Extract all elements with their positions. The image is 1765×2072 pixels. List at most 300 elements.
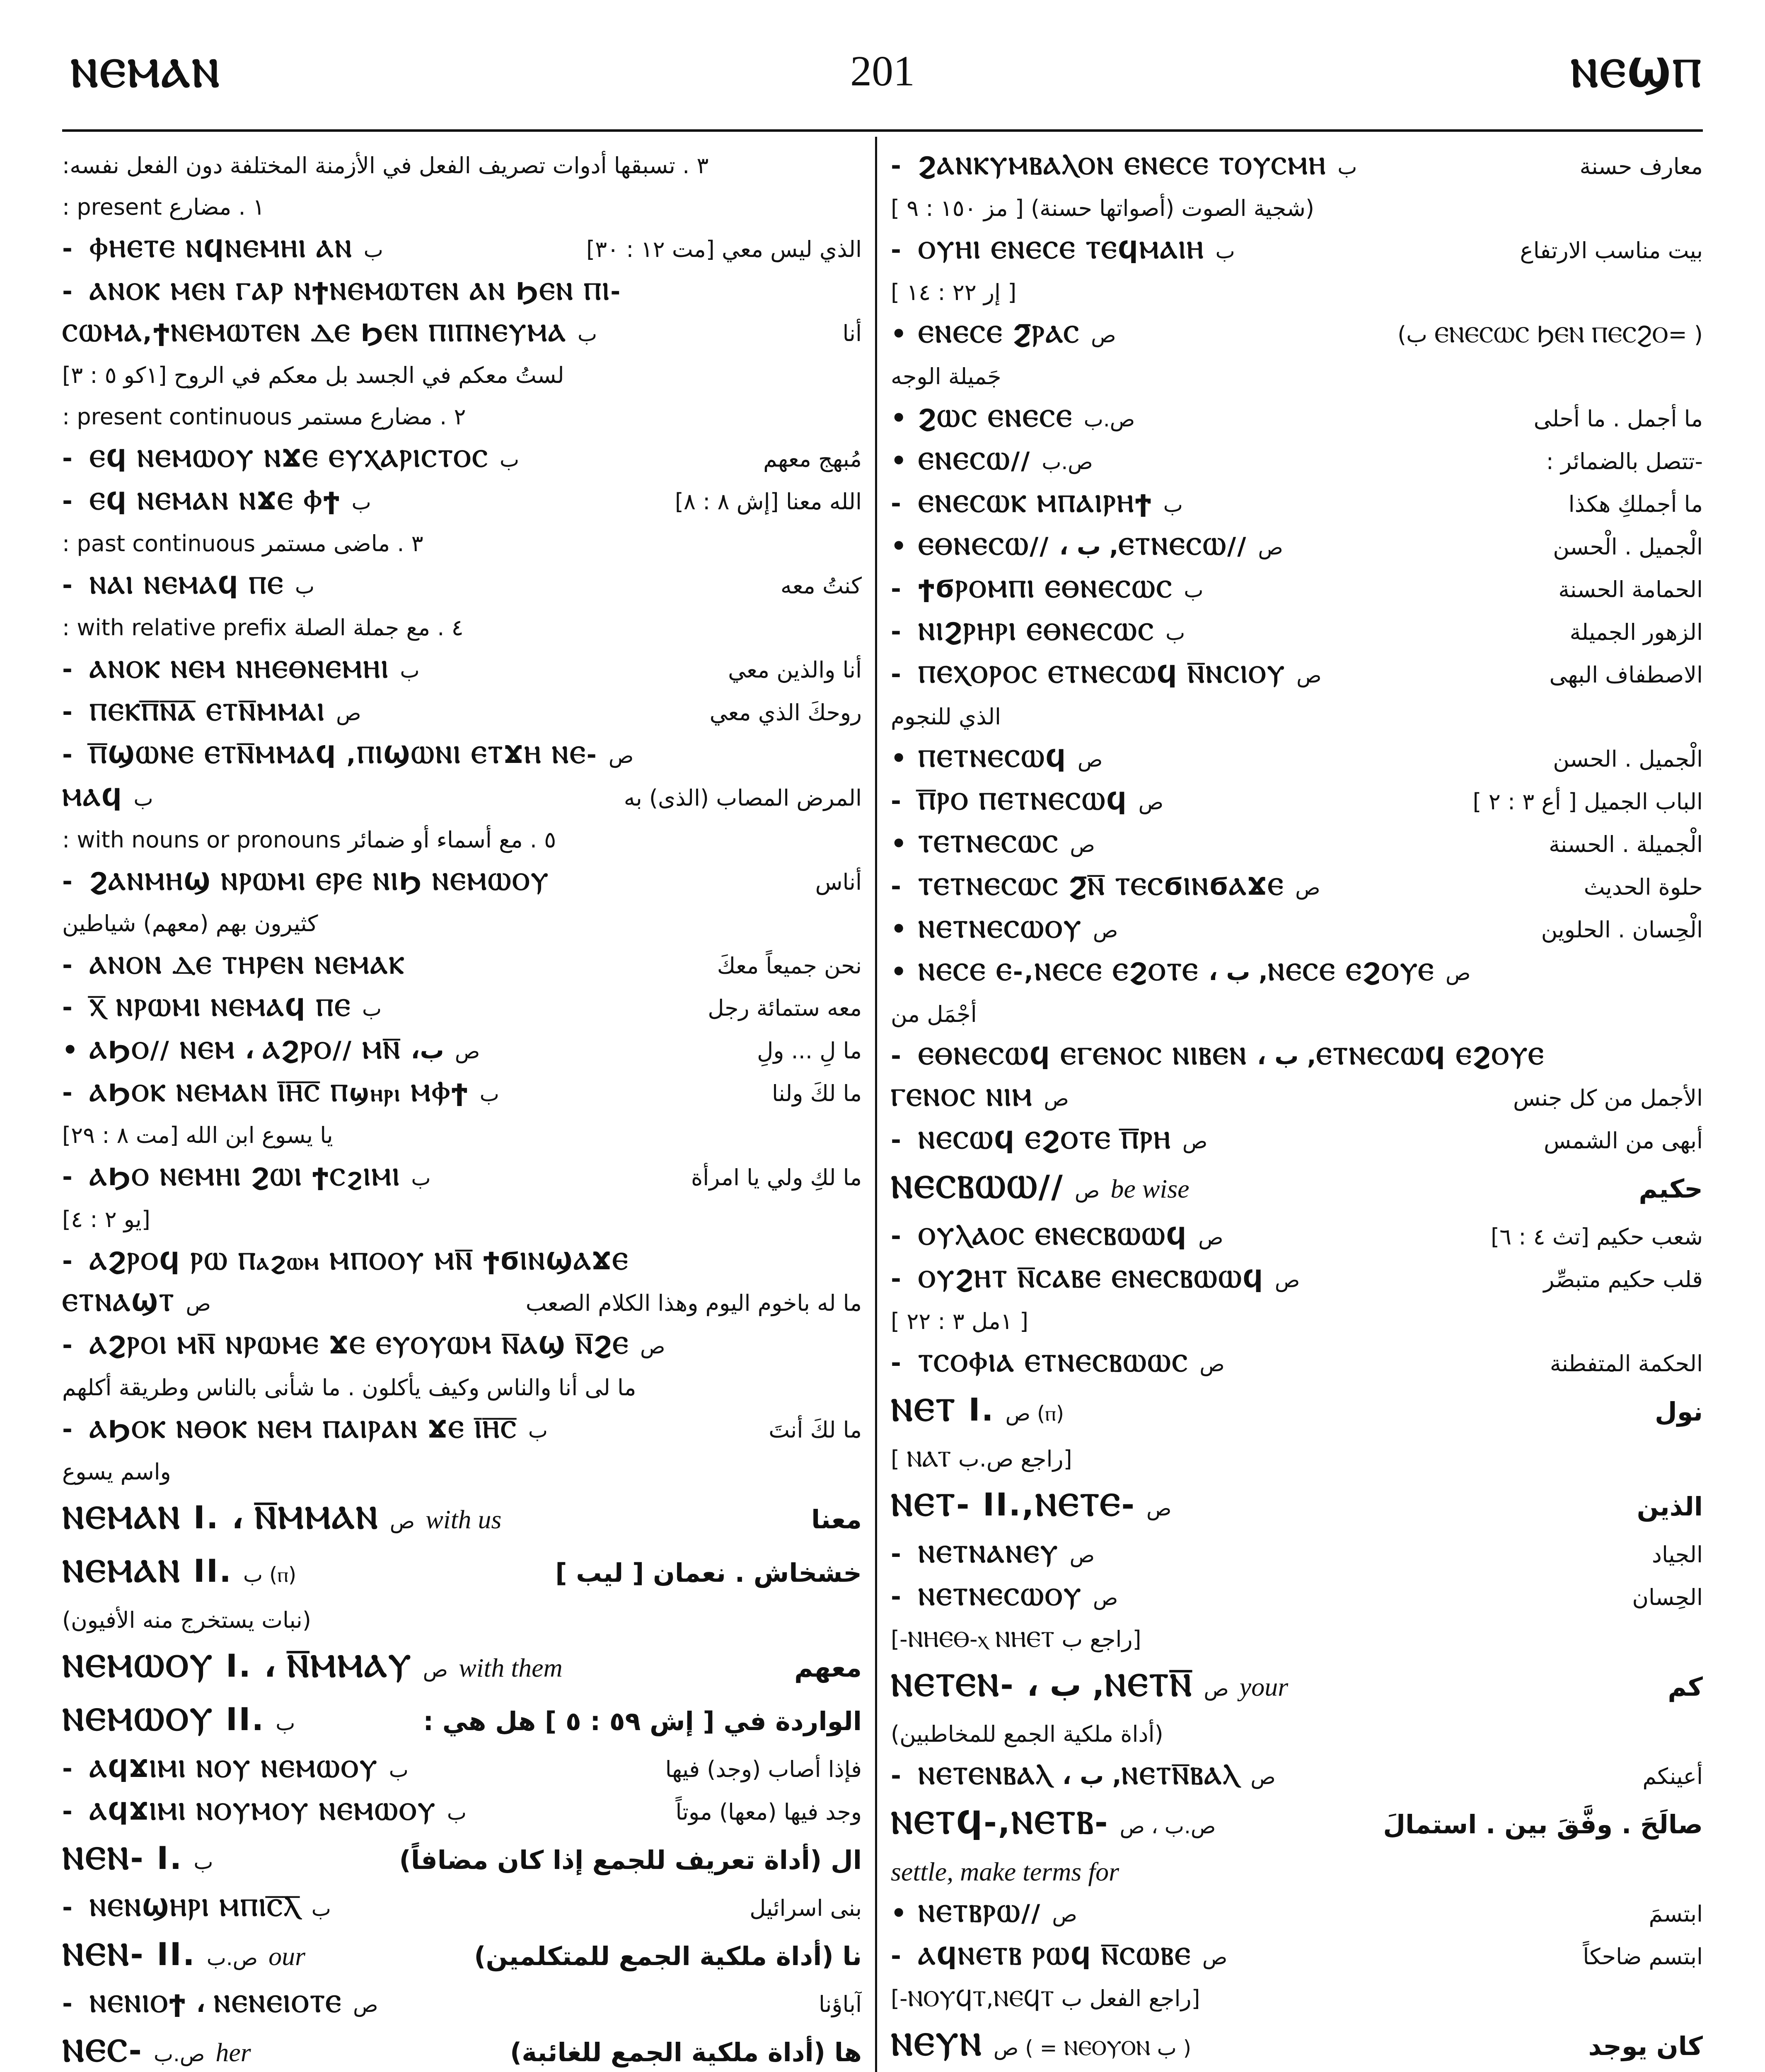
source-marker: ب — [351, 490, 371, 514]
dictionary-headword-line — [891, 1480, 1703, 1533]
arabic-gloss: -تتصل بالضمائر : — [1546, 448, 1703, 474]
dictionary-entry-line — [891, 1035, 1703, 1077]
coptic-text: Ⲡ̅ⲢⲞ ⲠⲈⲦⲚⲈⲤⲰϤ — [918, 787, 1128, 815]
coptic-text: ⲈⲐⲚⲈⲤⲰ// ، ب ,ⲈⲦⲚⲈⲤⲰ// — [918, 532, 1248, 560]
dictionary-entry-line — [891, 568, 1703, 611]
arabic-gloss: حكيم — [1639, 1174, 1703, 1204]
entry-marker: - — [62, 1989, 73, 2018]
arabic-gloss: ما لِ ... ولِ — [757, 1038, 862, 1064]
entry-left-group — [891, 951, 1470, 994]
entry-marker: • — [891, 446, 907, 475]
coptic-text: ⲈⲚⲈⲤⲰ// — [918, 447, 1031, 475]
coptic-text: ⲀϦⲞ ⲚⲈⲘⲎⲒ ϨⲰⲒ ϮⲤϩⲒⲘⲒ — [89, 1163, 401, 1191]
entry-left-group — [62, 228, 383, 271]
dictionary-entry-line — [891, 356, 1703, 397]
dictionary-entry-line — [62, 1199, 862, 1240]
source-marker: ب — [295, 574, 315, 598]
source-marker: ص — [1138, 790, 1164, 814]
arabic-gloss: ( =ⲈⲚⲈⲤⲰⲤ ϦⲈⲚ ⲠⲈⲤϨⲞ ب) — [1397, 322, 1703, 348]
source-marker: ب (ⲡ) — [243, 1563, 297, 1587]
source-marker: ص — [186, 1292, 211, 1316]
coptic-text: ϮϬⲢⲞⲘⲠⲒ ⲈⲐⲚⲈⲤⲰⲤ — [918, 575, 1173, 603]
source-marker: ص — [1296, 663, 1322, 687]
entry-marker: - — [891, 1582, 901, 1611]
source-marker: ص — [1077, 748, 1103, 772]
source-marker: ص — [1446, 961, 1471, 985]
page-number: 201 — [850, 47, 915, 95]
entry-left-group — [62, 1493, 501, 1546]
dictionary-entry-line — [891, 1215, 1703, 1258]
coptic-text: ⲚⲈⲚ- II. — [62, 1936, 196, 1973]
coptic-text: ⲚⲈⲘⲰⲞⲨ II. — [62, 1701, 265, 1738]
arabic-gloss: [راجع الفعل ب ⲚⲞⲨϤⲦ,ⲚⲈϤⲦ-] — [891, 1985, 1200, 2011]
entry-marker: • — [891, 404, 907, 433]
entry-marker: - — [62, 951, 73, 980]
entry-left-group — [62, 1929, 305, 1983]
entry-left-group — [62, 1546, 296, 1600]
entry-marker: - — [62, 697, 73, 726]
coptic-text: ⲈϤ ⲚⲈⲘⲀⲚ ⲚϪⲈ ⲪϮ — [89, 487, 341, 515]
dictionary-entry-line — [891, 1533, 1703, 1576]
coptic-text: ⲀϤⲚⲈⲦⲂ ⲢⲰϤ Ⲛ̅ⲤⲰⲂⲈ — [918, 1942, 1192, 1970]
arabic-gloss: شعب حكيم [تث ٤ : ٦] — [1490, 1224, 1703, 1250]
entry-marker: • — [891, 532, 907, 561]
dictionary-entry-line — [891, 1438, 1703, 1480]
entry-left-group — [891, 440, 1093, 483]
dictionary-entry-line — [891, 654, 1703, 696]
dictionary-entry-line — [62, 987, 862, 1029]
arabic-gloss: [راجع ب ⲚⲎⲈⲐ-ⲭ ⲚⲎⲈⲦ-] — [891, 1626, 1141, 1652]
arabic-gloss: نا (أداة ملكية الجمع للمتكلمين) — [474, 1941, 862, 1971]
entry-left-group — [62, 1791, 467, 1833]
dictionary-entry-line — [891, 440, 1703, 483]
entry-left-group — [891, 780, 1163, 823]
arabic-gloss: ما له باخوم اليوم وهذا الكلام الصعب — [525, 1290, 862, 1316]
entry-left-group — [891, 1660, 1288, 1714]
coptic-text: ⲚⲈⲦⲚⲈⲤⲰⲞⲨ — [918, 1583, 1082, 1611]
source-marker: ب — [1215, 239, 1235, 263]
coptic-text: ⲚⲈⲤ- — [62, 2032, 143, 2069]
dictionary-entry-line — [62, 691, 862, 734]
arabic-gloss: ٤ . مع جملة الصلة with relative prefix : — [62, 615, 464, 641]
source-marker: ص — [1069, 1543, 1095, 1567]
dictionary-entry-line — [891, 1893, 1703, 1935]
arabic-gloss: الباب الجميل [ أع ٣ : ٢ ] — [1472, 789, 1703, 815]
arabic-gloss: معارف حسنة — [1579, 153, 1703, 179]
coptic-text: ⲚⲈⲦⲂⲢⲰ// — [918, 1899, 1042, 1927]
entry-left-group — [891, 1576, 1118, 1619]
source-marker: ص — [1250, 1765, 1276, 1789]
source-marker: ب — [193, 1850, 213, 1874]
entry-marker: • — [891, 829, 907, 858]
source-marker: ب — [500, 448, 520, 472]
entry-marker: - — [62, 740, 73, 769]
entry-left-group — [891, 229, 1235, 272]
source-marker: ص — [423, 1658, 448, 1682]
arabic-gloss: (أداة ملكية الجمع للمخاطبين) — [891, 1721, 1163, 1747]
coptic-text: ⲠⲈⲔⲠ̅Ⲛ̅Ⲁ̅ ⲈⲦⲚ̅ⲘⲘⲀⲒ — [89, 698, 326, 726]
entry-marker: - — [891, 1126, 901, 1155]
source-marker: ب — [363, 238, 383, 262]
arabic-gloss: كم — [1668, 1672, 1703, 1702]
entry-left-group — [891, 654, 1322, 696]
coptic-text: ⲚⲈⲦⲚⲈⲤⲰⲞⲨ — [918, 915, 1082, 943]
source-marker: ص — [1074, 1179, 1100, 1203]
source-marker: ب — [528, 1418, 548, 1443]
source-marker: ص ( = ⲚⲈⲞⲨⲞⲚ ب ) — [993, 2036, 1192, 2060]
entry-left-group — [62, 1072, 499, 1115]
entry-marker: - — [891, 787, 901, 816]
entry-left-group — [62, 987, 382, 1029]
entry-left-group — [62, 734, 633, 777]
arabic-gloss: الْحِسان . الحلوين — [1541, 917, 1703, 943]
arabic-gloss: كثيرون بهم (معهم) شياطين — [62, 910, 318, 937]
entry-left-group — [62, 691, 361, 734]
arabic-gloss: بيت مناسب الارتفاع — [1520, 237, 1703, 264]
entry-marker: - — [891, 872, 901, 901]
dictionary-headword-line — [62, 1929, 862, 1983]
dictionary-entry-line — [891, 313, 1703, 356]
dictionary-headword-line — [62, 1694, 862, 1748]
arabic-gloss: معه ستمائة رجل — [708, 995, 862, 1021]
arabic-gloss: الواردة في [ إش ٥٩ : ٥ ] هل هي : — [423, 1706, 862, 1736]
arabic-gloss: ما لكَ أنتَ — [769, 1417, 862, 1443]
english-gloss: settle, make terms for — [891, 1857, 1119, 1886]
entry-left-group — [891, 145, 1357, 188]
entry-left-group — [62, 1641, 563, 1694]
entry-marker: - — [62, 1078, 73, 1107]
source-marker: ص — [353, 1993, 378, 2017]
arabic-gloss: الذين — [1637, 1491, 1703, 1522]
arabic-gloss: أنا والذين معي — [728, 657, 862, 683]
entry-left-group — [891, 1258, 1300, 1301]
entry-marker: - — [62, 1331, 73, 1360]
dictionary-entry-line — [62, 1282, 862, 1324]
coptic-text: ⲚⲈⲚⲒⲞϮ ، ⲚⲈⲚⲈⲒⲞⲦⲈ — [89, 1990, 343, 2018]
entry-left-group — [891, 1035, 1545, 1077]
dictionary-entry-line — [62, 564, 862, 607]
arabic-gloss: [يو ٢ : ٤] — [62, 1206, 150, 1232]
entry-left-group — [62, 861, 549, 902]
coptic-text: ⲞⲨϨⲎⲦ Ⲛ̅ⲤⲀⲂⲈ ⲈⲚⲈⲤⲂⲰⲰϤ — [918, 1265, 1264, 1293]
dictionary-entry-line — [62, 186, 862, 228]
arabic-gloss: نحن جميعاً معكَ — [717, 953, 862, 979]
arabic-gloss: أعينكم — [1642, 1763, 1703, 1789]
coptic-text: ⲚⲈⲚϢⲎⲢⲒ ⲘⲠⲒⲤ̅Ⲗ̅ — [89, 1893, 301, 1922]
entry-left-group — [891, 2019, 1191, 2072]
arabic-gloss: صالَحَ . وفَّقَ بين . استمالَ — [1383, 1809, 1703, 1840]
dictionary-entry-line — [62, 1600, 862, 1641]
entry-left-group — [891, 1342, 1225, 1385]
english-gloss: our — [268, 1941, 306, 1971]
dictionary-entry-line — [891, 951, 1703, 994]
arabic-gloss: الحمامة الحسنة — [1558, 576, 1703, 603]
coptic-text: ⲈⲐⲚⲈⲤⲰϤ ⲈⲄⲈⲚⲞⲤ ⲚⲒⲂⲈⲚ ، ب ,ⲈⲦⲚⲈⲤⲰϤ ⲈϨⲞⲨⲈ — [918, 1042, 1545, 1070]
source-marker: ب — [276, 1711, 295, 1735]
dictionary-entry-line — [891, 272, 1703, 313]
coptic-text: ⲄⲈⲚⲞⲤ ⲚⲒⲘ — [891, 1083, 1033, 1111]
entry-marker: • — [62, 1036, 78, 1065]
dictionary-headword-line — [891, 1798, 1703, 1851]
coptic-text: ⲚⲈⲦⲈⲚ- ، ب ,ⲚⲈⲦⲚ̅ — [891, 1666, 1193, 1703]
entry-left-group — [62, 1282, 211, 1324]
coptic-text: ϨⲀⲚⲔⲨⲘⲂⲀⲖⲞⲚ ⲈⲚⲈⲤⲈ ⲦⲞⲨⲤⲘⲎ — [918, 152, 1327, 180]
dictionary-headword-line — [891, 1385, 1703, 1438]
source-marker: ص.ب — [153, 2042, 205, 2066]
source-marker: ص — [389, 1509, 415, 1533]
coptic-text: ϨⲰⲤ ⲈⲚⲈⲤⲈ — [918, 404, 1073, 432]
coptic-text: ⲈⲚⲈⲤⲈ Ϩ̅ⲢⲀⲤ — [918, 320, 1081, 348]
arabic-gloss: (نبات يستخرج منه الأفيون) — [62, 1607, 311, 1633]
arabic-gloss: كنتُ معه — [780, 573, 862, 599]
coptic-text: ⲀϨⲢⲞⲒ ⲘⲚ̅ ⲚⲢⲰⲘⲈ ϪⲈ ⲈⲨⲞⲨⲰⲘ Ⲛ̅ⲀϢ Ⲛ̅ϨⲈ — [89, 1331, 630, 1359]
entry-marker: • — [891, 744, 907, 773]
arabic-gloss: [راجع ص.ب ⲚⲀⲦ ] — [891, 1446, 1072, 1472]
arabic-gloss: ما أجملكِ هكذا — [1568, 491, 1703, 517]
dictionary-entry-line — [62, 145, 862, 186]
arabic-gloss: فإذا أصاب (وجد) فيها — [665, 1756, 862, 1782]
coptic-text: ⲚⲈⲦ- II.,ⲚⲈⲦⲈ- — [891, 1486, 1136, 1523]
entry-left-group — [891, 397, 1135, 440]
arabic-gloss: لستُ معكم في الجسد بل معكم في الروح [١كو ٥ : ٣] — [62, 362, 564, 388]
entry-marker: - — [891, 1539, 901, 1569]
entry-left-group — [891, 1798, 1216, 1851]
coptic-text: ⲈⲚⲈⲤⲰⲔ ⲘⲠⲀⲒⲢⲎϮ — [918, 489, 1153, 518]
entry-left-group — [62, 944, 405, 986]
arabic-gloss: معنا — [811, 1504, 862, 1535]
arabic-gloss: [ ١مل ٣ : ٢٢ ] — [891, 1308, 1029, 1334]
source-marker: ص — [640, 1334, 665, 1358]
arabic-gloss: المرض المصاب (الذى) به — [624, 785, 862, 811]
arabic-gloss: ابتسم ضاحكاً — [1583, 1944, 1703, 1970]
source-marker: ص — [1146, 1496, 1172, 1520]
entry-left-group — [62, 649, 420, 691]
entry-left-group — [62, 1156, 431, 1199]
dictionary-entry-line — [62, 228, 862, 271]
arabic-gloss: أنا — [842, 320, 862, 346]
source-marker: ب — [133, 787, 153, 811]
arabic-gloss: أناس — [815, 869, 862, 895]
coptic-text: ⲀϨⲢⲞϤ ⲢⲰ Ⲡⲁϩⲱⲙ ⲘⲠⲞⲞⲨ ⲘⲚ̅ ϮϬⲒⲚϢⲀϪⲈ — [89, 1247, 629, 1275]
arabic-gloss: ٢ . مضارع مستمر present continuous : — [62, 404, 466, 430]
source-marker: ص.ب — [206, 1946, 258, 1970]
dictionary-entry-line — [62, 777, 862, 819]
arabic-gloss: ما أجمل . ما أحلى — [1533, 406, 1703, 432]
entry-left-group — [62, 1324, 665, 1367]
dictionary-entry-line — [891, 1619, 1703, 1660]
dictionary-entry-line — [891, 1576, 1703, 1619]
dictionary-entry-line — [62, 1748, 862, 1791]
source-marker: ص — [1202, 1945, 1228, 1969]
entry-left-group — [62, 2026, 251, 2072]
entry-marker: - — [891, 660, 901, 689]
arabic-gloss: الْجميلة . الحسنة — [1549, 831, 1703, 857]
dictionary-headword-line — [891, 1660, 1703, 1714]
dictionary-entry-line — [62, 1029, 862, 1072]
arabic-gloss: جَميلة الوجه — [891, 363, 1001, 390]
arabic-gloss: نول — [1655, 1397, 1703, 1427]
coptic-text: ⲚⲈⲘⲰⲞⲨ I. ، Ⲛ̅ⲘⲘⲀⲨ — [62, 1647, 412, 1684]
entry-left-group — [891, 1893, 1077, 1935]
arabic-gloss: ال (أداة تعريف للجمع إذا كان مضافاً) — [399, 1845, 862, 1875]
dictionary-entry-line — [62, 903, 862, 944]
coptic-text: ⲀϤϪⲒⲘⲒ ⲚⲞⲨ ⲚⲈⲘⲰⲞⲨ — [89, 1755, 378, 1783]
dictionary-entry-line — [62, 1367, 862, 1409]
entry-left-group — [62, 438, 519, 480]
source-marker: ص — [1093, 1586, 1118, 1610]
coptic-text: Ⲡ̅ϢⲰⲚⲈ ⲈⲦⲚ̅ⲘⲘⲀϤ ,ⲠⲒϢⲰⲚⲒ ⲈⲦϪⲎ ⲚⲈ- — [89, 741, 598, 769]
entry-marker: - — [62, 1893, 73, 1922]
entry-left-group — [891, 1077, 1069, 1119]
entry-left-group — [891, 823, 1095, 866]
left-column — [62, 145, 862, 2072]
coptic-text: ⲠⲈⲦⲚⲈⲤⲰϤ — [918, 744, 1067, 772]
arabic-gloss: ٣ . ماضى مستمر past continuous : — [62, 530, 423, 557]
coptic-text: ⲦⲈⲦⲚⲈⲤⲰⲤ Ϩ̅Ⲛ̅ ⲦⲈⲤϬⲒⲚϬⲀϪⲈ — [918, 872, 1285, 900]
source-marker: ص.ب ، ص — [1119, 1814, 1216, 1838]
coptic-text: ⲀⲚⲞⲔ ⲚⲈⲘ ⲚⲎⲈⲐⲚⲈⲘⲎⲒ — [89, 655, 389, 683]
dictionary-entry-line — [891, 1119, 1703, 1162]
entry-marker: • — [891, 1899, 907, 1928]
coptic-text: ⲀϦⲞⲔ ⲚⲈⲘⲀⲚ Ⲓ̅Ⲏ̅Ⲥ̅ Ⲡϣⲏⲣⲓ ⲘⲪϮ — [89, 1079, 469, 1107]
coptic-text: ⲈⲦⲚⲀϢⲦ — [62, 1288, 175, 1317]
dictionary-headword-line — [62, 1493, 862, 1546]
entry-left-group — [891, 1215, 1223, 1258]
arabic-gloss: الذي للنجوم — [891, 704, 1001, 730]
coptic-text: ⲪⲎⲈⲦⲈ ⲚϤⲚⲈⲘⲎⲒ ⲀⲚ — [89, 235, 353, 263]
arabic-gloss: الزهور الجميلة — [1569, 619, 1703, 645]
entry-left-group — [62, 312, 597, 355]
source-marker: ص — [1091, 323, 1116, 347]
entry-marker: - — [62, 571, 73, 600]
dictionary-entry-line — [891, 1935, 1703, 1978]
coptic-text: ϨⲀⲚⲘⲎϢ ⲚⲢⲰⲘⲒ ⲈⲢⲈ ⲚⲒϦ ⲚⲈⲘⲰⲞⲨ — [89, 867, 550, 896]
entry-marker: - — [62, 1415, 73, 1444]
dictionary-entry-line — [891, 1851, 1703, 1893]
coptic-text: ⲚⲈⲤⲰϤ ⲈϨⲞⲦⲈ Ⲡ̅ⲢⲎ — [918, 1126, 1172, 1154]
source-marker: ب — [311, 1897, 331, 1921]
arabic-gloss: يا يسوع ابن الله [مت ٨ : ٢٩] — [62, 1122, 333, 1148]
dictionary-entry-line — [62, 1409, 862, 1451]
arabic-gloss: الحكمة المتفطنة — [1550, 1351, 1703, 1377]
entry-marker: - — [62, 1162, 73, 1191]
source-marker: ص — [608, 744, 634, 768]
entry-marker: - — [891, 151, 901, 180]
entry-left-group — [891, 1480, 1172, 1533]
dictionary-entry-line — [891, 1301, 1703, 1342]
entry-left-group — [62, 1833, 213, 1887]
dictionary-entry-line — [891, 1755, 1703, 1798]
arabic-gloss: قلب حكيم متبصِّر — [1543, 1266, 1703, 1293]
dictionary-entry-line — [891, 483, 1703, 525]
entry-left-group — [62, 777, 153, 819]
source-marker: ص — [1052, 1903, 1077, 1927]
dictionary-entry-line — [62, 734, 862, 777]
entry-marker: • — [891, 320, 907, 349]
entry-left-group — [891, 1755, 1276, 1798]
dictionary-entry-line — [62, 1324, 862, 1367]
dictionary-entry-line — [891, 611, 1703, 654]
entry-marker: - — [891, 1941, 901, 1970]
coptic-text: ⲚⲈⲦⲈⲚⲂⲀⲖ ، ب ,ⲚⲈⲦⲚ̅ⲂⲀⲖ — [918, 1762, 1240, 1790]
source-marker: ص — [336, 701, 361, 725]
dictionary-entry-line — [62, 607, 862, 649]
arabic-gloss: بنى اسرائيل — [750, 1895, 862, 1921]
dictionary-entry-line — [891, 866, 1703, 908]
source-marker: ب — [1163, 493, 1183, 517]
dictionary-entry-line — [62, 396, 862, 438]
entry-marker: - — [62, 234, 73, 263]
dictionary-entry-line — [62, 861, 862, 903]
english-gloss: with them — [459, 1653, 563, 1682]
entry-marker: - — [891, 1264, 901, 1293]
dictionary-entry-line — [891, 1714, 1703, 1755]
running-head-right: ⲚⲈϢⲠ — [1570, 50, 1703, 96]
entry-left-group — [62, 1748, 409, 1791]
source-marker: ص (ⲡ) — [1005, 1402, 1064, 1426]
entry-left-group — [891, 611, 1185, 654]
entry-left-group — [62, 1240, 629, 1282]
source-marker: ب — [1165, 621, 1185, 645]
dictionary-entry-line — [62, 1156, 862, 1199]
coptic-text: ⲀϤϪⲒⲘⲒ ⲚⲞⲨⲘⲞⲨ ⲚⲈⲘⲰⲞⲨ — [89, 1797, 436, 1825]
coptic-text: ⲞⲨⲖⲀⲞⲤ ⲈⲚⲈⲤⲂⲰⲰϤ — [918, 1222, 1188, 1250]
coptic-text: ⲚⲈⲦ I. — [891, 1391, 995, 1428]
dictionary-entry-line — [62, 1791, 862, 1833]
arabic-gloss: واسم يسوع — [62, 1459, 171, 1485]
arabic-gloss: خشخاش . نعمان [ ليب ] — [555, 1558, 862, 1588]
dictionary-entry-line — [891, 738, 1703, 780]
source-marker: ص — [1199, 1352, 1225, 1376]
source-marker: ص — [455, 1039, 480, 1063]
coptic-text: ⲚⲈⲚ- I. — [62, 1840, 183, 1876]
entry-marker: - — [891, 617, 901, 646]
entry-marker: • — [891, 957, 907, 986]
arabic-gloss: الحِسان — [1632, 1584, 1703, 1610]
coptic-text: ⲈϤ ⲚⲈⲘⲰⲞⲨ ⲚϪⲈ ⲈⲨⲬⲀⲢⲒⲤⲦⲞⲤ — [89, 444, 489, 472]
arabic-gloss: وجد فيها (معها) موتاً — [675, 1799, 862, 1825]
arabic-gloss: الجياد — [1651, 1542, 1703, 1568]
entry-marker: - — [62, 655, 73, 684]
entry-left-group — [891, 1533, 1095, 1576]
coptic-text: ⲠⲈⲬⲞⲢⲞⲤ ⲈⲦⲚⲈⲤⲰϤ Ⲛ̅ⲚⲤⲒⲞⲨ — [918, 660, 1286, 688]
entry-marker: - — [62, 1247, 73, 1276]
arabic-gloss: الْجميل . الحسن — [1553, 746, 1703, 772]
entry-marker: - — [891, 1761, 901, 1790]
english-gloss: your — [1239, 1672, 1289, 1702]
running-head-left: ⲚⲈⲘⲀⲚ — [70, 50, 221, 96]
coptic-text: ⲚⲈⲨⲚ — [891, 2026, 983, 2062]
entry-left-group — [62, 480, 371, 523]
english-gloss: be wise — [1110, 1174, 1190, 1203]
coptic-text: ⲚⲀⲒ ⲚⲈⲘⲀϤ ⲠⲈ — [89, 571, 284, 599]
dictionary-entry-line — [891, 994, 1703, 1035]
source-marker: ص — [1070, 833, 1095, 857]
dictionary-entry-line — [891, 908, 1703, 951]
entry-left-group — [62, 1983, 378, 2026]
entry-marker: - — [891, 1041, 901, 1070]
source-marker: ص — [1198, 1225, 1223, 1249]
coptic-text: ⲚⲈⲦⲚⲀⲚⲈⲨ — [918, 1540, 1059, 1568]
dictionary-entry-line — [62, 1887, 862, 1929]
entry-marker: - — [62, 487, 73, 516]
entry-marker: - — [62, 1797, 73, 1826]
arabic-gloss: الذي ليس معي [مت ١٢ : ٣٠] — [586, 236, 862, 262]
entry-left-group — [62, 1694, 295, 1748]
entry-marker: - — [891, 235, 901, 264]
dictionary-entry-line — [62, 312, 862, 355]
dictionary-entry-line — [891, 188, 1703, 229]
